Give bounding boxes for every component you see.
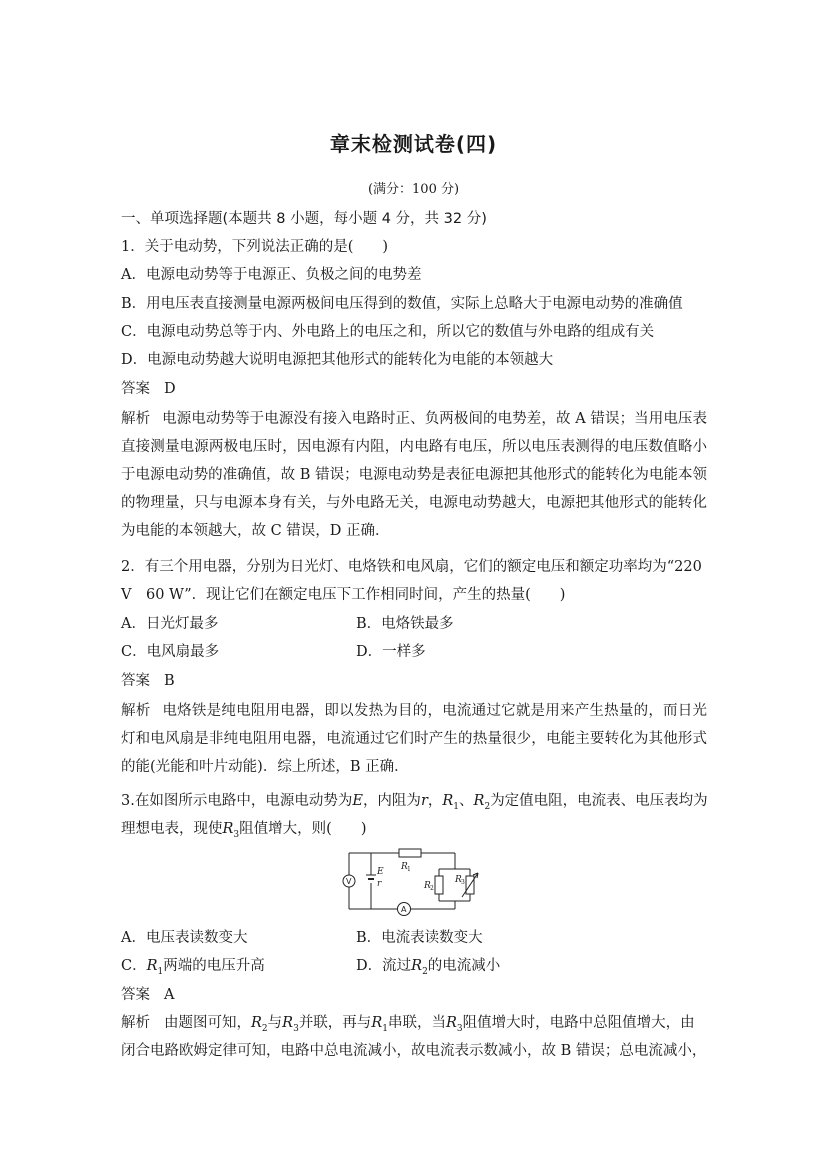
answer-label: 答案	[121, 673, 150, 689]
r2-label: R	[424, 881, 431, 891]
r3-subscript: 3	[461, 879, 465, 886]
subscript: 3	[233, 829, 240, 840]
q2-stem-line1: 2．有三个用电器，分别为日光灯、电烙铁和电风扇，它们的额定电压和额定功率均为“220	[121, 559, 702, 575]
q1-option-c: C．电源电动势总等于内、外电路上的电压之和，所以它的数值与外电路的组成有关	[121, 324, 655, 340]
r3-symbol: R	[282, 1015, 294, 1031]
q3-analysis-line2: 闭合电路欧姆定律可知，电路中总电流减小，故电流表示数减小，故 B 错误；总电流减小，	[121, 1043, 707, 1059]
analysis-text: 电烙铁是纯电阻用电器，即以发热为目的，电流通过它就是用来产生热量的，而日光灯和电风扇是非纯电阻用电器，电流通过它们时产生的热量很少，电能主要转化为其他形式的能(光能和叶片动能)．综上所述，B 正确．	[121, 703, 708, 775]
q3-answer	[121, 985, 174, 1005]
r1-subscript: 1	[407, 866, 411, 873]
internal-resistance-label: r	[377, 879, 382, 889]
q2-answer	[121, 671, 175, 691]
emf-symbol: E	[352, 793, 363, 809]
r2-subscript: 2	[430, 885, 434, 892]
answer-label: 答案	[121, 381, 150, 397]
r3-label: R	[455, 875, 462, 885]
text: 的电流减小	[427, 958, 501, 974]
q1-analysis	[121, 405, 707, 545]
analysis-text: 电源电动势等于电源没有接入电路时正、负两极间的电势差，故 A 错误；当用电压表直接测量电源两极电压时，因电源有内阻，内电路有电压，所以电压表测得的电压数值略小于电源电动势的准确值，故 B 错误；电源电动势是表征电源把其他形式的能转化为电能本领的物理量，只与电源本身有关，与外电路无关，电源电动势越大，电源把其他形式的能转化为电能的本领越大，故 C 错误，D 正确．	[121, 411, 708, 539]
analysis-label: 解析	[121, 703, 151, 719]
resistor-r1	[399, 849, 421, 857]
ammeter-label: A	[401, 905, 407, 914]
q1-stem: 1．关于电动势，下列说法正确的是( )	[121, 239, 389, 255]
q2-option-c: C．电风扇最多	[121, 644, 220, 660]
q3-option-d	[356, 956, 500, 982]
page-title: 章末检测试卷(四)	[329, 132, 498, 156]
answer-value: B	[164, 673, 175, 689]
subscript: 3	[456, 1023, 463, 1034]
section-heading: 一、单项选择题(本题共 8 小题，每小题 4 分，共 32 分)	[121, 211, 487, 227]
q3-stem-line2	[121, 819, 366, 845]
emf-label: E	[377, 867, 384, 877]
r2-symbol: R	[473, 793, 485, 809]
subscript: 2	[261, 1023, 268, 1034]
text: 由题图可知，	[164, 1015, 251, 1031]
r1-label: R	[401, 862, 408, 872]
subscript: 1	[157, 966, 164, 977]
q1-option-a: A．电源电动势等于电源正、负极之间的电势差	[121, 267, 422, 283]
text: 与	[267, 1015, 283, 1031]
q2-option-b: B．电烙铁最多	[356, 616, 454, 632]
answer-value: D	[164, 381, 176, 397]
analysis-label: 解析	[121, 411, 151, 427]
text: D．流过	[356, 958, 412, 974]
text: C．	[121, 958, 147, 974]
text: 理想电表，现使	[121, 821, 223, 837]
text: ，	[427, 793, 443, 809]
text: 、	[459, 793, 474, 809]
subscript: 3	[293, 1023, 299, 1034]
q1-option-b: B．用电压表直接测量电源两极间电压得到的数值，实际上总略大于电源电动势的准确值	[121, 296, 683, 312]
q3-stem-line1	[121, 791, 708, 817]
circuit-diagram	[335, 845, 485, 917]
q2-option-a: A．日光灯最多	[121, 616, 219, 632]
q2-option-d: D．一样多	[356, 644, 426, 660]
r2-symbol: R	[411, 958, 423, 974]
subscript: 1	[382, 1023, 388, 1034]
text: 两端的电压升高	[163, 958, 265, 974]
text: 阻值增大，则( )	[239, 821, 367, 837]
r1-symbol: R	[371, 1015, 383, 1031]
answer-value: A	[164, 987, 175, 1003]
q3-option-b: B．电流表读数变大	[356, 930, 483, 946]
resistor-r2	[435, 876, 443, 894]
text: 阻值增大时，电路中总阻值增大，由	[462, 1015, 695, 1031]
q2-stem-line2: V 60 W”．现让它们在额定电压下工作相同时间，产生的热量( )	[121, 587, 566, 603]
full-score-note: (满分：100 分)	[367, 182, 460, 197]
subscript: 2	[484, 801, 491, 812]
text: 串联，当	[387, 1015, 446, 1031]
r3-symbol: R	[445, 1015, 457, 1031]
text: 并联，再与	[298, 1015, 372, 1031]
analysis-label: 解析	[121, 1015, 150, 1031]
q2-analysis	[121, 697, 707, 781]
voltmeter-label: V	[346, 877, 352, 886]
text: ，内阻为	[362, 793, 421, 809]
text: 3.在如图所示电路中，电源电动势为	[121, 793, 353, 809]
q3-option-a: A．电压表读数变大	[121, 930, 248, 946]
internal-resistance-symbol: r	[420, 793, 428, 809]
subscript: 2	[422, 966, 428, 977]
q3-option-c	[121, 956, 265, 982]
subscript: 1	[453, 801, 460, 812]
q3-analysis-line1	[121, 1013, 695, 1039]
text: 为定值电阻，电流表、电压表均为	[490, 793, 708, 809]
r3-symbol: R	[222, 821, 234, 837]
q1-answer	[121, 379, 176, 399]
r1-symbol: R	[442, 793, 454, 809]
q1-option-d: D．电源电动势越大说明电源把其他形式的能转化为电能的本领越大	[121, 352, 554, 368]
answer-label: 答案	[121, 987, 150, 1003]
r2-symbol: R	[251, 1015, 262, 1031]
r1-symbol: R	[146, 958, 158, 974]
